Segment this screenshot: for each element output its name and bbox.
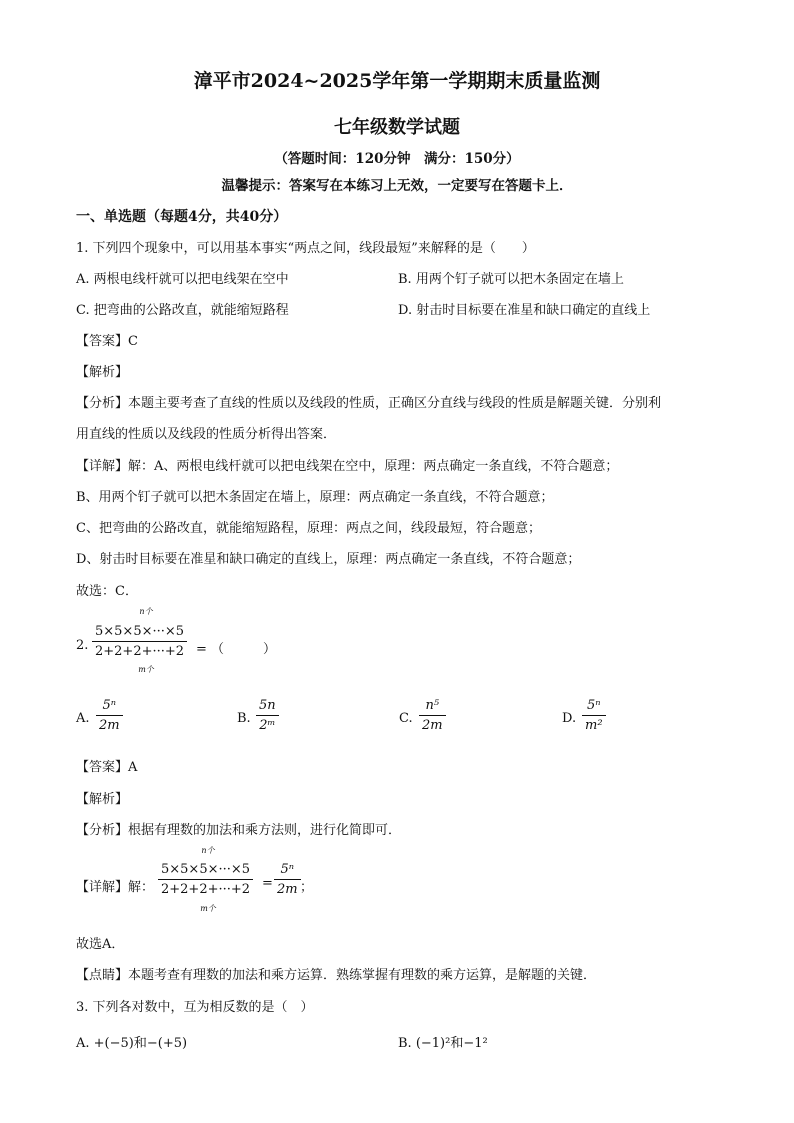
exam-info: （答题时间：120分钟 满分：150分） xyxy=(274,151,520,167)
q2-n-count-label: n个 xyxy=(139,607,153,616)
q2-option-a-fraction xyxy=(96,698,123,733)
q3-option-b: B. (−1)²和−1² xyxy=(398,1036,488,1051)
q2-equals: = （ ） xyxy=(196,642,277,657)
q1-detail-line-1: 【详解】解：A、两根电线杆就可以把电线架在空中，原理：两点确定一条直线，不符合题意； xyxy=(76,459,619,474)
q1-analysis-line-1: 【分析】本题主要考查了直线的性质以及线段的性质，正确区分直线与线段的性质是解题关键．分别利 xyxy=(76,396,662,411)
q1-option-b: B. 用两个钉子就可以把木条固定在墙上 xyxy=(398,272,624,287)
q2-denominator: 2+2+2+···+2 xyxy=(95,644,185,659)
q1-stem: 1. 下列四个现象中，可以用基本事实“两点之间，线段最短”来解释的是（ ） xyxy=(76,241,535,256)
q1-detail-line-2: B、用两个钉子就可以把木条固定在墙上，原理：两点确定一条直线，不符合题意； xyxy=(76,490,554,505)
q2-detail-numerator: 5×5×5×···×5 xyxy=(158,862,253,880)
q2-comment: 【点睛】本题考查有理数的加法和乘方运算．熟练掌握有理数的乘方运算，是解题的关键． xyxy=(76,968,597,983)
q2-detail-prefix: 【详解】解： xyxy=(76,880,155,895)
q2-conclusion: 故选A． xyxy=(76,937,125,952)
q2-option-d-num: 5ⁿ xyxy=(582,698,606,716)
q2-option-b-den: 2ᵐ xyxy=(259,718,276,733)
q1-option-d: D. 射击时目标要在准星和缺口确定的直线上 xyxy=(398,303,651,318)
q2-number: 2. xyxy=(76,638,89,653)
q2-option-a-den: 2m xyxy=(99,718,120,733)
q2-option-b-fraction xyxy=(256,698,279,733)
q1-option-a: A. 两根电线杆就可以把电线架在空中 xyxy=(76,272,289,287)
page-subtitle: 七年级数学试题 xyxy=(334,117,460,138)
q2-option-d-fraction xyxy=(582,698,606,733)
q2-option-b-label: B. xyxy=(237,711,251,726)
q3-stem: 3. 下列各对数中，互为相反数的是（ ） xyxy=(76,1000,314,1015)
q2-detail-m-count-label: m个 xyxy=(200,904,216,913)
exam-notice: 温馨提示：答案写在本练习上无效，一定要写在答题卡上． xyxy=(221,178,573,194)
q1-analysis-label: 【解析】 xyxy=(76,365,129,380)
q2-option-d-label: D. xyxy=(562,711,577,726)
q1-answer: 【答案】C xyxy=(76,334,138,349)
section-heading: 一、单选题（每题4分，共40分） xyxy=(76,209,288,225)
q1-option-c: C. 把弯曲的公路改直，就能缩短路程 xyxy=(76,303,289,318)
q2-detail-result-fraction xyxy=(274,862,301,897)
q2-detail-equals: = xyxy=(262,876,273,891)
q2-detail-denominator: 2+2+2+···+2 xyxy=(161,882,251,897)
q2-option-a-label: A. xyxy=(76,711,90,726)
q2-option-c-num: n⁵ xyxy=(419,698,446,716)
q2-numerator: 5×5×5×···×5 xyxy=(92,624,187,642)
q2-option-c-label: C. xyxy=(399,711,413,726)
q3-option-a: A. +(−5)和−(+5) xyxy=(76,1036,188,1051)
q1-analysis-line-2: 用直线的性质以及线段的性质分析得出答案． xyxy=(76,427,337,442)
q2-option-a-num: 5ⁿ xyxy=(96,698,123,716)
q2-detail-suffix: ； xyxy=(300,880,314,895)
q2-m-count-label: m个 xyxy=(138,665,154,674)
q1-conclusion: 故选：C． xyxy=(76,584,138,599)
q2-detail-n-count-label: n个 xyxy=(201,846,215,855)
q2-answer: 【答案】A xyxy=(76,760,138,775)
q2-analysis: 【分析】根据有理数的加法和乘方法则，进行化简即可． xyxy=(76,823,402,838)
q2-detail-fraction xyxy=(158,862,253,897)
q2-analysis-label: 【解析】 xyxy=(76,792,129,807)
q2-option-b-num: 5n xyxy=(256,698,279,716)
q2-fraction xyxy=(92,624,187,659)
q2-option-c-fraction xyxy=(419,698,446,733)
q1-detail-line-4: D、射击时目标要在准星和缺口确定的直线上，原理：两点确定一条直线，不符合题意； xyxy=(76,552,581,567)
q2-detail-result-den: 2m xyxy=(277,882,298,897)
q1-detail-line-3: C、把弯曲的公路改直，就能缩短路程，原理：两点之间，线段最短，符合题意； xyxy=(76,521,541,536)
q2-detail-result-num: 5ⁿ xyxy=(274,862,301,880)
q2-option-d-den: m² xyxy=(585,718,603,733)
q2-option-c-den: 2m xyxy=(422,718,443,733)
page-title: 漳平市2024~2025学年第一学期期末质量监测 xyxy=(193,70,601,92)
